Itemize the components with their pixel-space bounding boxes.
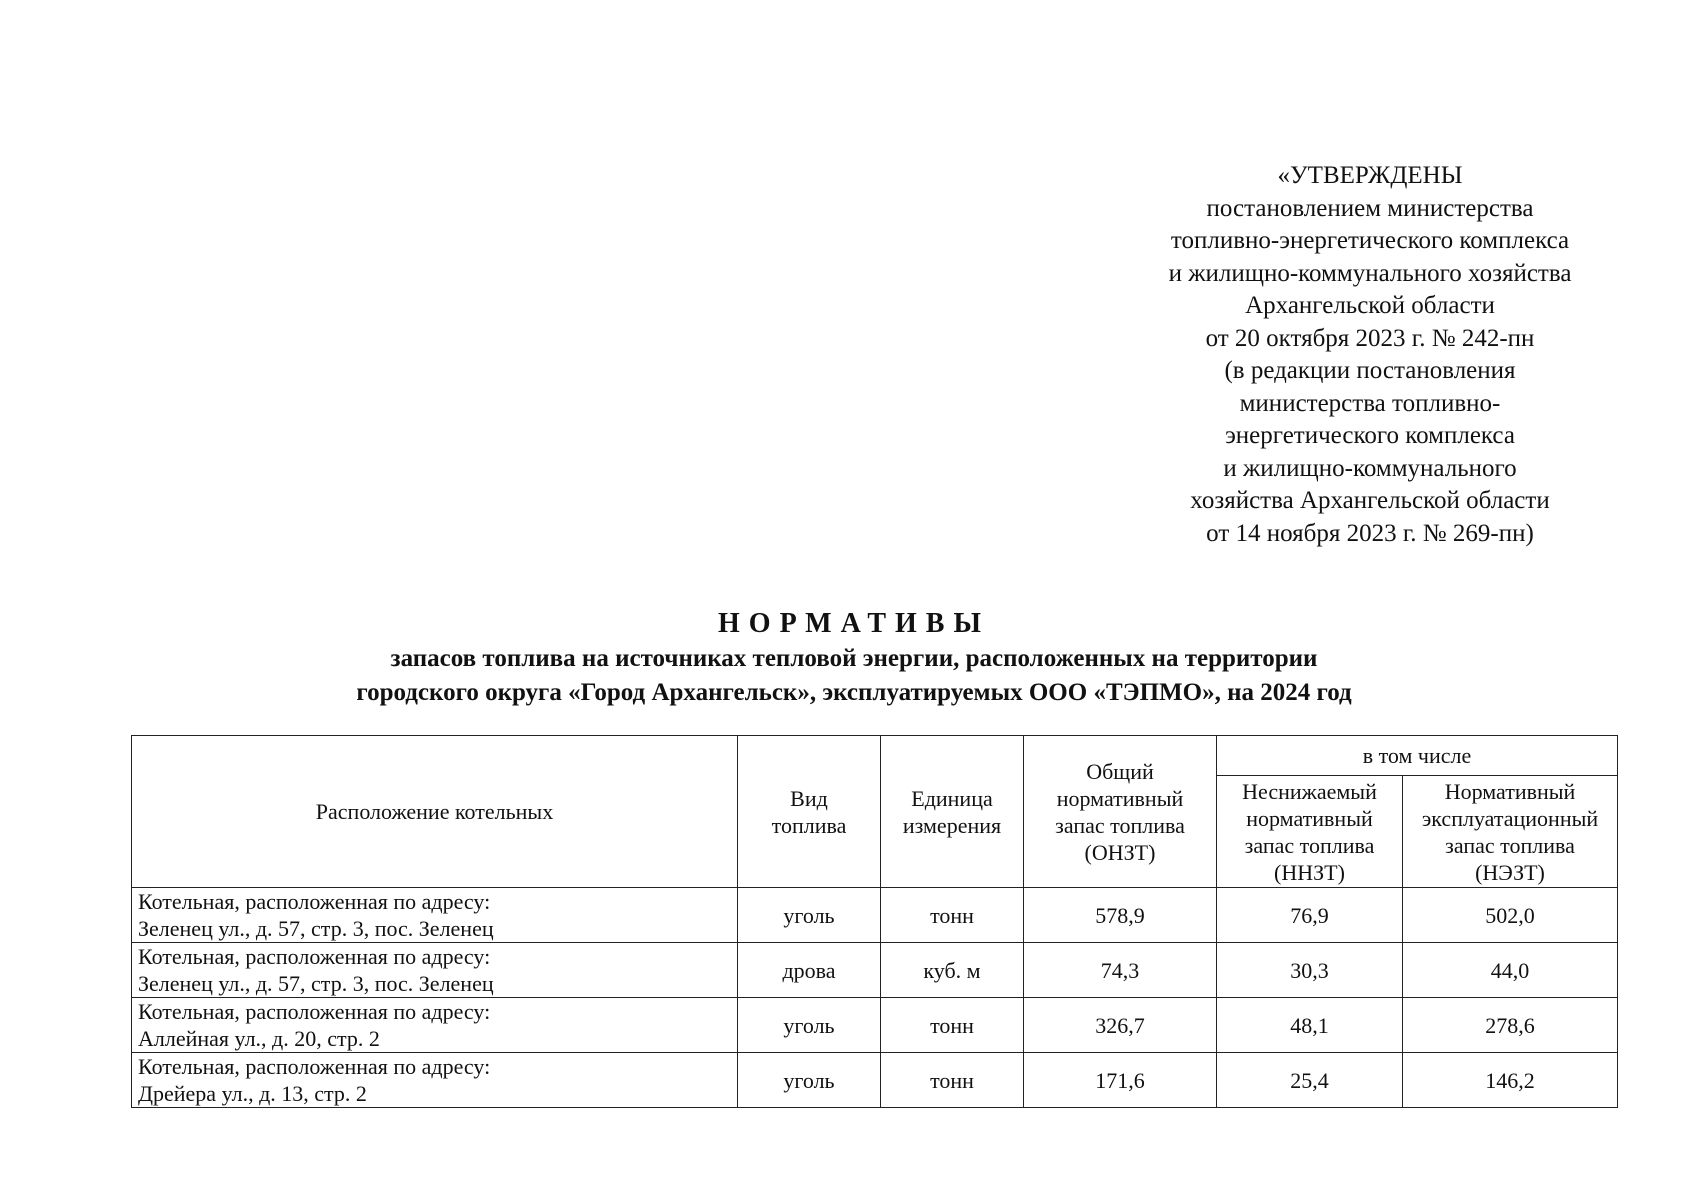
approval-line: энергетического комплекса: [1225, 422, 1515, 449]
fuel-norms-table: [131, 735, 1618, 1108]
approval-line: Архангельской области: [1245, 292, 1495, 319]
approval-line: постановлением министерства: [1206, 194, 1534, 222]
cell-location: [132, 943, 738, 998]
cell-total: 171,6: [1024, 1053, 1217, 1108]
header-nezt: [1403, 776, 1618, 888]
cell-location: [132, 998, 738, 1053]
cell-fuel: уголь: [738, 1053, 881, 1108]
approval-line: и жилищно-коммунального: [1223, 454, 1517, 482]
table-row: [132, 998, 1618, 1053]
cell-unit: тонн: [881, 888, 1024, 943]
header-unit-line: измерения: [902, 812, 1002, 838]
cell-nnzt: 76,9: [1217, 888, 1403, 943]
cell-location: [132, 1053, 738, 1108]
approval-line: и жилищно-коммунального хозяйства: [1168, 259, 1572, 287]
approval-line: от 14 ноября 2023 г. № 269-пн): [1206, 519, 1534, 547]
cell-unit: тонн: [881, 998, 1024, 1053]
header-including: в том числе: [1217, 736, 1618, 776]
header-nnzt: [1217, 776, 1403, 888]
location-line: Котельная, расположенная по адресу:: [138, 889, 491, 914]
cell-fuel: дрова: [738, 943, 881, 998]
location-line: Котельная, расположенная по адресу:: [138, 944, 491, 969]
cell-nezt: 502,0: [1403, 888, 1618, 943]
header-nezt-line: эксплуатационный: [1421, 805, 1599, 831]
approval-line: от 20 октября 2023 г. № 242-пн: [1205, 324, 1535, 352]
table-row: [132, 943, 1618, 998]
cell-nezt: 146,2: [1403, 1053, 1618, 1108]
header-total-line: нормативный: [1056, 785, 1184, 811]
approval-line: (в редакции постановления: [1224, 357, 1516, 384]
cell-total: 74,3: [1024, 943, 1217, 998]
header-nezt-line: запас топлива: [1445, 832, 1575, 858]
header-total-line: запас топлива: [1055, 812, 1185, 838]
header-total-reserve: [1024, 736, 1217, 888]
header-nezt-line: Нормативный: [1444, 778, 1576, 804]
cell-nnzt: 48,1: [1217, 998, 1403, 1053]
location-line: Зеленец ул., д. 57, стр. 3, пос. Зеленец: [138, 916, 494, 941]
approval-stamp: [1110, 160, 1630, 550]
cell-unit: куб. м: [881, 943, 1024, 998]
cell-nnzt: 25,4: [1217, 1053, 1403, 1108]
approval-line: хозяйства Архангельской области: [1190, 487, 1550, 514]
approval-line: «УТВЕРЖДЕНЫ: [1277, 162, 1463, 189]
cell-total: 578,9: [1024, 888, 1217, 943]
cell-total: 326,7: [1024, 998, 1217, 1053]
approval-line: министерства топливно-: [1239, 389, 1501, 417]
table-row: [132, 1053, 1618, 1108]
document-title-block: [130, 606, 1578, 710]
cell-unit: тонн: [881, 1053, 1024, 1108]
location-line: Дрейера ул., д. 13, стр. 2: [138, 1081, 367, 1106]
location-line: Котельная, расположенная по адресу:: [138, 1054, 491, 1079]
header-nnzt-line: нормативный: [1246, 805, 1373, 831]
cell-nezt: 278,6: [1403, 998, 1618, 1053]
header-total-line: (ОНЗТ): [1084, 839, 1156, 865]
location-line: Котельная, расположенная по адресу:: [138, 999, 491, 1024]
header-fuel-type-line: топлива: [771, 812, 847, 838]
cell-fuel: уголь: [738, 888, 881, 943]
approval-line: топливно-энергетического комплекса: [1170, 227, 1570, 254]
header-nnzt-line: Неснижаемый: [1242, 778, 1377, 804]
header-fuel-type: [738, 736, 881, 888]
header-unit: [881, 736, 1024, 888]
header-total-line: Общий: [1086, 758, 1154, 784]
header-location: Расположение котельных: [132, 736, 738, 888]
header-fuel-type-line: Вид: [790, 785, 828, 811]
header-unit-line: Единица: [911, 785, 993, 811]
document-title: НОРМАТИВЫ: [718, 608, 990, 639]
header-nnzt-line: (ННЗТ): [1274, 859, 1345, 885]
location-line: Аллейная ул., д. 20, стр. 2: [138, 1026, 380, 1051]
cell-fuel: уголь: [738, 998, 881, 1053]
document-subtitle-line-2: городского округа «Город Архангельск», эксплуатируемых ООО «ТЭПМО», на 2024 год: [356, 679, 1352, 706]
header-nnzt-line: запас топлива: [1244, 832, 1375, 858]
document-subtitle-line-1: запасов топлива на источниках тепловой энергии, расположенных на территории: [390, 645, 1318, 672]
cell-location: [132, 888, 738, 943]
cell-nezt: 44,0: [1403, 943, 1618, 998]
location-line: Зеленец ул., д. 57, стр. 3, пос. Зеленец: [138, 971, 494, 996]
table-row: [132, 888, 1618, 943]
header-nezt-line: (НЭЗТ): [1475, 859, 1545, 885]
cell-nnzt: 30,3: [1217, 943, 1403, 998]
